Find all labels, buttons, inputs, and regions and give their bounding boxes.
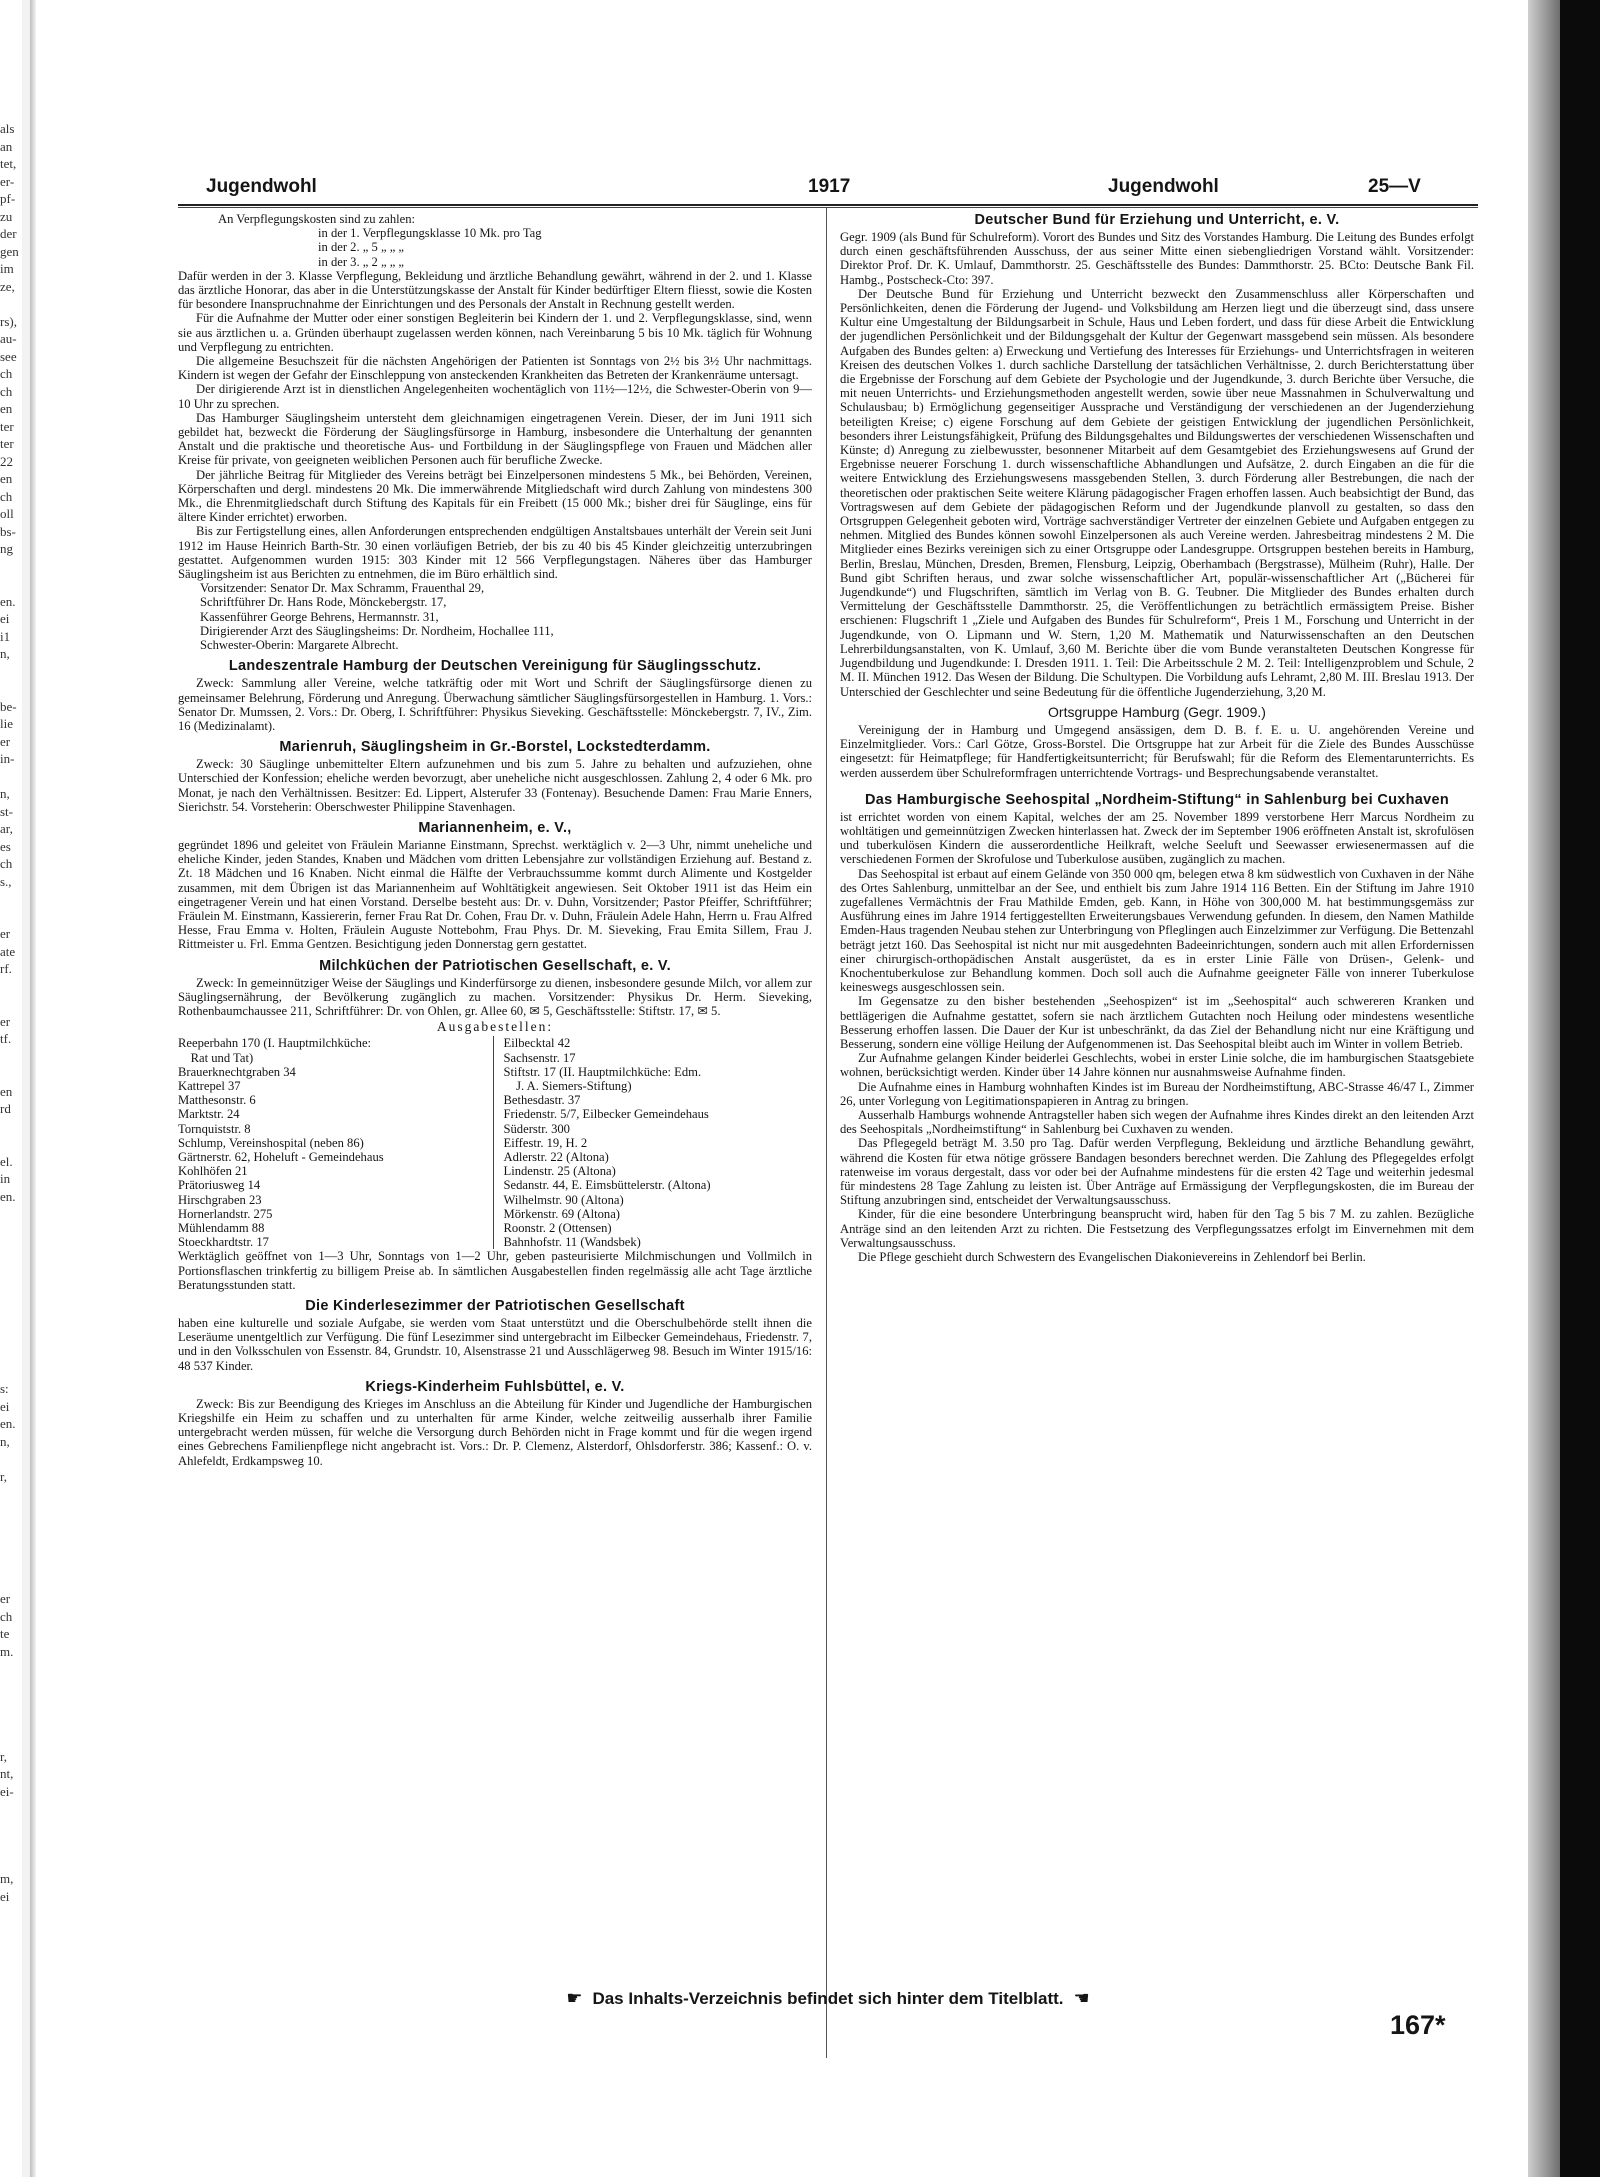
board-member: Kassenführer George Behrens, Hermannstr. 31, xyxy=(200,609,439,624)
edge-fragment: ch xyxy=(0,1608,13,1624)
edge-fragment xyxy=(0,575,18,593)
edge-fragment: en. xyxy=(0,1416,16,1431)
edge-fragment xyxy=(0,1503,18,1521)
edge-fragment: see xyxy=(0,348,17,364)
edge-fragment: en xyxy=(0,401,13,416)
distribution-point: Bethesdastr. 37 xyxy=(503,1093,581,1108)
edge-fragment: bs- xyxy=(0,523,16,539)
edge-fragment xyxy=(0,558,18,576)
edge-fragment: m, xyxy=(0,1871,14,1886)
distribution-point: Lindenstr. 25 (Altona) xyxy=(503,1164,616,1179)
cost-rate: in der 3. „ 2 „ „ „ xyxy=(318,254,405,269)
distribution-point: Hirschgraben 23 xyxy=(178,1192,262,1207)
paragraph: Zweck: 30 Säuglinge unbemittelter Eltern aufzunehmen und bis zum 5. Jahre zu behalten und aufzuziehen, ohne Unterschied der Konfession; eheliche werden bevorzugt, aber uneheliche nicht ausgeschlossen. Zahlung 2, 4 oder 6 Mk. pro Monat, je nach den Verhältnissen. Besitzer: Ed. Lippert, Alsterufer 33 (Fontenay). Besuchende Damen: Frau Marie Enners, Sierichstr. 54. Vorsteherin: Oberschwester Philippine Stavenhagen. xyxy=(178,757,812,814)
edge-fragment: te xyxy=(0,1626,10,1641)
edge-fragment: der xyxy=(0,226,17,241)
edge-fragment xyxy=(0,1730,18,1748)
paragraph: gegründet 1896 und geleitet von Fräulein Marianne Einstmann, Sprechst. werktäglich v. 2—3 Uhr, nimmt uneheliche und eheliche Kinder, jeden Standes, Knaben und Mädchen vom dritten Lebensjahre zur vollständigen Erziehung auf. Bestand z. Zt. 18 Mädchen und 16 Knaben. Nicht einmal die Hälfte der Verbrauchssumme kommt durch Alimente und Kostgelder zusammen, mit dem Übrigen ist das Mariannenheim auf Wohltätigkeit angewiesen. Seit Oktober 1911 ist das Heim ein eingetragener Verein und hat einen Vorstand. Derselbe besteht aus: Dr. v. Duhn, Vorsitzender; Pastor Pfeiffer, Schriftführer; Fräulein M. Einstmann, Kassiererin, ferner Frau Rat Dr. Cohen, Frau Dr. v. Duhn, Fräulein Adele Hahn, Herrn u. Frau Alfred Hesse, Frau Emma v. Holten, Fräulein Auguste Nottebohm, Frau Phys. Dr. M. Sieveking, Frau Emita Sillem, Frau J. Rittmeister u. Frl. Emma Gentzen. Besichtigung jeden Donnerstag gern gestattet. xyxy=(178,837,812,952)
edge-fragment: ch xyxy=(0,488,13,504)
pointing-hand-icon: ☛ xyxy=(566,1988,583,2009)
edge-fragment xyxy=(0,1835,18,1853)
edge-fragment: s: xyxy=(0,1381,9,1396)
edge-fragment xyxy=(0,1258,18,1276)
edge-fragment: n, xyxy=(0,1433,10,1449)
paragraph: Der Deutsche Bund für Erziehung und Unterricht bezweckt den Zusammenschluss aller Körperschaften und Persönlichkeiten, denen die Förderung der Jugend- und Volksbildung am Herzen liegt und die überzeugt sind, dass unsere Kultur eine Umgestaltung der Bildungsarbeit in Schule, Haus und Leben fordert, und dass für diese Arbeit die Entwicklung der jugendlichen Persönlichkeit und der Bildungsgehalt der Kultur der Gegenwart massgebend sein müssen. Als besondere Aufgaben des Bundes gelten: a) Erweckung und Vertiefung des Interesses für Erziehungs- und Unterrichtsfragen in weiteren Kreisen des deutschen Volkes 1. durch sachliche Darstellung der tatsächlichen Verhältnisse, 2. durch Berichterstattung über die Ergebnisse der Forschung auf dem Gebiete der Psychologie und der Jugendkunde, 3. durch Berichte über Versuche, die mit neuen Unterrichts- und Erziehungsmethoden angestellt werden, sowie über neue Massnahmen in Schulverwaltung und Schulausbau; b) Ermöglichung gegenseitiger Aussprache und Verständigung der verschiedenen an der Jugenderziehung beteiligten Kreise; c) eigene Forschung auf dem Gebiete der geistigen Entwicklung der jugendlichen Persönlichkeit, besonders ihrer Leistungsfähigkeit, Prüfung des Bildungsgehaltes und Bildungswertes der verschiedenen Wissenschaften und Künste; d) Anregung zu zielbewusster, besonnener Mitarbeit auf dem Gesamtgebiet des Erziehungswesens auf Grund der Ergebnisse neuerer Forschung 1. durch wissenschaftliche Abhandlungen und Aufsätze, 2. durch Eingaben an die für die weitere Entwicklung des Erziehungswesens massgebenden Stellen, 3. durch Förderung aller Bestrebungen, die nach der theoretischen oder praktischen Seite weitere Klärung pädagogischer Fragen erhoffen lassen. Auch beabsichtigt der Bund, das Vortragswesen auf dem Gebiete der pädagogischen Reform und der Jugendkunde planvoll zu gestalten, so dass den Ortsgruppen Gelegenheit geboten wird, Vorträge sachverständiger Vertreter der einzelnen Gebiete und Aufgaben entgegen zu nehmen. Mitglied des Bundes können sowohl Einzelpersonen als auch Vereine werden. Jahresbeitrag mindestens 2 M. Die Mitglieder eines Bezirks vereinigen sich zu einer Ortsgruppe oder Landesgruppe. Ortsgruppen bestehen bereits in Hamburg, Berlin, Breslau, München, Dresden, Bremen, Flensburg, Leipzig, Oberhambach (Bergstrasse), Mülheim (Ruhr), Halle. Der Bund gibt Schriften heraus, und zwar solche wissenschaftlicher Art, populär-wissenschaftlicher Art („Bücherei für Jugendkunde“) und Flugschriften, sämtlich im Verlag von B. G. Teubner. Die Mitglieder des Bundes erhalten durch Vermittelung der Geschäftsstelle Dammthorstr. 25, die Veröffentlichungen zu beträchtlich ermässigtem Preise. Bisher erschienen: Flugschrift 1 „Ziele und Aufgaben des Bundes für Schulreform“, Preis 1 M., Forschung und Unterricht in der Jugendkunde, von O. Lipmann und W. Stern, 1,20 M. Mathematik und Naturwissenschaften an den Deutschen Lehrerbildungsanstalten, von K. Umlauf, 3,60 M. Berichte über die vom Bunde veranstalteten Deutschen Kongresse für Jugendbildung und Jugendkunde: I. Dresden 1911. 1. Teil: Die Arbeitsschule 2 M. 2. Teil: Intelligenzproblem und Schule, 2 M. II. München 1912. Das Wesen der Bildung. Die Schultypen. Die Vorbildung aufs Lehramt, 2,80 M. III. Breslau 1913. Der Unterschied der Geschlechter und seine Bedeutung für die öffentliche Jugenderziehung, 3,20 M. xyxy=(840,286,1474,699)
edge-fragment: an xyxy=(0,138,13,154)
edge-fragment xyxy=(0,1450,18,1468)
distribution-point: Mörkenstr. 69 (Altona) xyxy=(503,1206,620,1221)
edge-fragment: ei xyxy=(0,611,10,626)
distribution-point: J. A. Siemers-Stiftung) xyxy=(503,1078,632,1093)
cost-rate: in der 2. „ 5 „ „ „ xyxy=(318,240,405,255)
edge-fragment xyxy=(0,1345,18,1363)
edge-fragment xyxy=(0,1205,18,1223)
distribution-point: Gärtnerstr. 62, Hoheluft - Gemeindehaus xyxy=(178,1149,384,1164)
edge-fragment: be- xyxy=(0,698,17,714)
section-heading: Landeszentrale Hamburg der Deutschen Vereinigung für Säuglingsschutz. xyxy=(228,658,762,675)
distribution-point: Marktstr. 24 xyxy=(178,1107,240,1122)
scan-background xyxy=(1560,0,1600,2177)
distribution-point: Kohlhöfen 21 xyxy=(178,1164,248,1179)
paragraph: Das Seehospital ist erbaut auf einem Gelände von 350 000 qm, belegen etwa 8 km südwestlich von Cuxhaven in der Nähe des Ortes Sahlenburg, unmittelbar an der See, und enthielt bis zum Jahre 1914 116 Betten. Ein der Stiftung im Jahre 1910 zugefallenes Vermächtnis der Frau Mathilde Emden, geb. Kann, in Höhe von 300,000 M. hat bestimmungsgemäss zur Ausführung eines im Jahre 1914 fertiggestellten Erweiterungsbaues Verwendung gefunden. In diesem, den Namen Mathilde Emden-Haus tragenden Neubau stehen zur Unterbringung von Pfleglingen auch Einzelzimmer zur Verfügung. Die Bettenzahl beträgt jetzt 160. Das Seehospital ist nicht nur mit ausgedehnten Badeeinrichtungen, sondern auch mit allen Erfordernissen einer chirurgisch-orthopädischen Anstalt ausgerüstet, da es in erster Linie Fälle von Drüsen-, Gelenk- und Knochentuberkulose zur Behandlung kommen. Doch soll auch die Aufnahme geeigneter Fälle von innerer Tuberkulose keineswegs ausgeschlossen sein. xyxy=(840,866,1474,995)
section-heading: Milchküchen der Patriotischen Gesellschaft, e. V. xyxy=(319,957,671,974)
distribution-point: Roonstr. 2 (Ottensen) xyxy=(503,1221,612,1235)
section-heading: Kriegs-Kinderheim Fuhlsbüttel, e. V. xyxy=(365,1378,625,1395)
edge-fragment xyxy=(0,908,18,926)
header-right-title: Jugendwohl xyxy=(1108,176,1219,197)
edge-fragment: rs), xyxy=(0,313,17,329)
distribution-point: Stoeckhardtstr. 17 xyxy=(178,1235,269,1250)
page-number: 167* xyxy=(1390,2010,1446,2040)
edge-fragment: n, xyxy=(0,646,10,661)
distribution-point: Reeperbahn 170 (I. Hauptmilchküche: xyxy=(178,1036,372,1051)
cost-rate: in der 1. Verpflegungsklasse 10 Mk. pro Tag xyxy=(318,226,542,241)
paragraph: Dafür werden in der 3. Klasse Verpflegung, Bekleidung und ärztliche Behandlung gewährt, während in der 2. und 1. Klasse das ärztliche Honorar, das aber in die Unterstützungskasse der Anstalt für Kinder bedürftiger Eltern fliesst, sowie die Kosten für besondere Inanspruchnahme der Einrichtungen und des Personals der Anstalt in Rechnung gestellt werden. xyxy=(178,268,812,312)
edge-fragment: ter xyxy=(0,436,14,451)
paragraph: Werktäglich geöffnet von 1—3 Uhr, Sonntags von 1—2 Uhr, geben pasteurisierte Milchmischungen und Vollmilch in Portionsflaschen trinkfertig zu billigem Preise ab. In sämtlichen Ausgabestellen finden regelmässig alle acht Tage ärztliche Beratungsstunden statt. xyxy=(178,1249,812,1292)
paragraph: Bis zur Fertigstellung eines, allen Anforderungen entsprechenden endgültigen Anstaltsbaues unterhält der Verein seit Juni 1912 im Hause Heinrich Barth-Str. 30 einen vorläufigen Betrieb, der bis zu 40 bis 45 Kinder gleichzeitig unterzubringen gestattet. Aufgenommen wurden 1915: 303 Kinder mit 12 566 Verpflegungstagen. Näheres über das Hamburger Säuglingsheim ist aus Berichten zu entnehmen, die im Büro erhältlich sind. xyxy=(178,524,812,582)
edge-fragment: au- xyxy=(0,331,17,346)
edge-fragment: ter xyxy=(0,418,14,434)
distribution-points-title: Ausgabestellen: xyxy=(436,1019,554,1035)
right-column xyxy=(840,212,1474,1264)
distribution-point: Mühlendamm 88 xyxy=(178,1221,265,1235)
distribution-column-b xyxy=(504,1036,813,1249)
edge-fragment xyxy=(0,1223,18,1241)
distribution-point: Rat und Tat) xyxy=(178,1050,254,1065)
header-page-marker: 25—V xyxy=(1368,176,1421,197)
section-heading: Mariannenheim, e. V., xyxy=(418,819,572,836)
edge-fragment xyxy=(0,1240,18,1258)
page-fold-shadow xyxy=(30,0,36,2177)
edge-fragment: tet, xyxy=(0,156,17,171)
distribution-points-list xyxy=(178,1036,812,1249)
edge-fragment xyxy=(0,1118,18,1136)
edge-fragment: in xyxy=(0,1171,11,1186)
edge-fragment: er xyxy=(0,733,11,749)
edge-fragment: ei- xyxy=(0,1783,14,1799)
edge-fragment: ch xyxy=(0,856,13,871)
paragraph: Ausserhalb Hamburgs wohnende Antragsteller haben sich wegen der Aufnahme ihres Kindes direkt an den leitenden Arzt des Seehospitals „Nordheimstiftung“ in Sahlenburg bei Cuxhaven zu wenden. xyxy=(840,1107,1474,1137)
edge-fragment: er xyxy=(0,1013,11,1029)
cost-intro: An Verpflegungskosten sind zu zahlen: xyxy=(218,212,416,226)
edge-fragment: i1 xyxy=(0,628,11,644)
distribution-point: Süderstr. 300 xyxy=(503,1121,570,1136)
edge-fragment: el. xyxy=(0,1153,13,1169)
edge-fragment: zu xyxy=(0,208,13,224)
board-member: Dirigierender Arzt des Säuglingsheims: Dr. Nordheim, Hochallee 111, xyxy=(200,623,554,638)
pointing-hand-left-icon: ☚ xyxy=(1073,1988,1090,2009)
edge-fragment xyxy=(0,1485,18,1503)
distribution-point: Friedenstr. 5/7, Eilbecker Gemeindehaus xyxy=(503,1107,709,1122)
board-member: Schriftführer Dr. Hans Rode, Mönckebergstr. 17, xyxy=(200,595,447,610)
page-edge-shadow xyxy=(1528,0,1560,2177)
distribution-point: Matthesonstr. 6 xyxy=(178,1093,256,1108)
edge-fragment xyxy=(0,295,18,313)
edge-fragment xyxy=(0,1328,18,1346)
board-member: Schwester-Oberin: Margarete Albrecht. xyxy=(200,638,399,653)
document-page xyxy=(178,160,1478,2130)
running-header xyxy=(178,176,1478,202)
previous-page-edge-text xyxy=(0,120,19,1904)
edge-fragment xyxy=(0,1520,18,1538)
header-rule-thin xyxy=(178,207,1478,208)
edge-fragment xyxy=(0,890,18,908)
distribution-point: Sachsenstr. 17 xyxy=(503,1050,576,1065)
edge-fragment xyxy=(0,1363,18,1381)
paragraph: Die Aufnahme eines in Hamburg wohnhaften Kindes ist im Bureau der Nordheimstiftung, ABC-Strasse 46/47 I., Zimmer 26, unter Vorlegung von Legitimationspapieren in Antrag zu bringen. xyxy=(840,1079,1474,1108)
edge-fragment: er xyxy=(0,926,11,941)
edge-fragment: en. xyxy=(0,593,16,609)
edge-fragment xyxy=(0,1275,18,1293)
edge-fragment: oll xyxy=(0,506,14,521)
header-rule xyxy=(178,204,1478,206)
edge-fragment xyxy=(0,1135,18,1153)
paragraph: Das Pflegegeld beträgt M. 3.50 pro Tag. Dafür werden Verpflegung, Bekleidung und ärztliche Behandlung gewährt, während die Kosten für etwa nötige grössere Bandagen besonders berechnet werden. Die Zahlung des Pflegegeldes erfolgt ratenweise im voraus dergestalt, dass vor oder bei der Aufnahme mindestens für die ersten 42 Tage und weiterhin jedesmal für mindestens 28 Tage Zahlung zu leisten ist. Über Anträge auf Ermässigung der Verpflegungskosten, die im Bureau der Stiftung anzubringen sind, entscheidet der Verwaltungsausschuss. xyxy=(840,1136,1474,1208)
edge-fragment: ch xyxy=(0,366,13,381)
paragraph: Der jährliche Beitrag für Mitglieder des Vereins beträgt bei Einzelpersonen mindestens 5 Mk., bei Behörden, Vereinen, Körperschaften und dergl. mindestens 20 Mk. Die immerwährende Mitgliedschaft wird durch Zahlung von mindestens 300 Mk., die Ehrenmitgliedschaft durch Stiftung des Kapitals für ein Freibett (15 000 Mk.; bisher drei für Säuglinge, eins für ältere Kinder errichtet) erworben. xyxy=(178,467,812,525)
edge-fragment: r, xyxy=(0,1748,8,1764)
distribution-point: Bahnhofstr. 11 (Wandsbek) xyxy=(503,1235,641,1250)
edge-fragment xyxy=(0,1310,18,1328)
footer-text: Das Inhalts-Verzeichnis befindet sich hinter dem Titelblatt. xyxy=(592,1989,1064,2008)
edge-fragment: er xyxy=(0,1591,11,1606)
distribution-point: Prätoriusweg 14 xyxy=(178,1178,261,1193)
left-column xyxy=(178,212,812,1468)
paragraph: Die allgemeine Besuchszeit für die nächsten Angehörigen der Patienten ist Sonntags von 2½ bis 3½ Uhr nachmittags. Kindern ist wegen der Gefahr der Einschleppung von ansteckenden Krankheiten das Betreten der Krankenräume untersagt. xyxy=(178,354,812,383)
edge-fragment: en xyxy=(0,1083,13,1099)
edge-fragment xyxy=(0,1695,18,1713)
paragraph: Vereinigung der in Hamburg und Umgegend ansässigen, dem D. B. f. E. u. U. angehörenden Vereine und Einzelmitglieder. Vors.: Carl Götze, Gross-Borstel. Die Ortsgruppe hat zur Arbeit für die Ziele des Bundes Ausschüsse eingesetzt: für Heimatpflege; für Handfertigkeitsunterricht; für Berufswahl; für die Reform des Elementarunterrichts. Es werden ausserdem über Schulreformfragen unterrichtende Vortrags- und Besprechungsabende veranstaltet. xyxy=(840,722,1474,780)
paragraph: Zweck: Bis zur Beendigung des Krieges im Anschluss an die Abteilung für Kinder und Jugendliche der Hamburgischen Kriegshilfe ein Heim zu schaffen und zu unterhalten für arme Kinder, welche zeitweilig ausserhalb ihrer Familie untergebracht werden müssen, für welche die Versorgung durch Behörden nicht in Frage kommt und für die wegen irgend eines Gebrechens Familienpflege nicht angebracht ist. Vors.: Dr. P. Clemenz, Alsterdorf, Ohlsdorferstr. 386; Kassenf.: O. v. Ahlefeldt, Erdkampsweg 10. xyxy=(178,1396,812,1468)
edge-fragment: ze, xyxy=(0,278,15,294)
edge-fragment: s., xyxy=(0,873,12,889)
edge-fragment xyxy=(0,1555,18,1573)
edge-fragment: en xyxy=(0,471,13,486)
edge-fragment xyxy=(0,663,18,681)
distribution-point: Kattrepel 37 xyxy=(178,1078,241,1093)
paragraph: ist errichtet worden von einem Kapital, welches der am 25. November 1899 verstorbene Herr Marcus Nordheim zu wohltätigen und gemeinnützigen Zwecken hinterlassen hat. Zweck der im September 1906 eröffneten Anstalt ist, skrofulösen und tuberkulösen Kindern die ausserordentliche Heilkraft, welche Seeluft und Seewasser erwiesenermassen auf die verschiedenen Formen der Skrofulose und Tuberkulose ausüben, zugänglich zu machen. xyxy=(840,809,1474,867)
edge-fragment xyxy=(0,1065,18,1083)
edge-fragment: ei xyxy=(0,1398,10,1414)
paragraph: haben eine kulturelle und soziale Aufgabe, sie werden vom Staat unterstützt und die Oberschulbehörde stellt ihnen die Leseräume unentgeltlich zur Verfügung. Die fünf Lesezimmer sind untergebracht im Eilbecker Gemeindehaus, Friedenstr. 7, und in den Volksschulen von Essenstr. 84, Grundstr. 10, Alsenstrasse 21 und Ausschlägerweg 98. Besuch im Winter 1915/16: 48 537 Kinder. xyxy=(178,1316,812,1373)
edge-fragment: ng xyxy=(0,541,13,556)
distribution-point: Eiffestr. 19, H. 2 xyxy=(503,1135,588,1150)
edge-fragment: ate xyxy=(0,943,16,959)
edge-fragment xyxy=(0,978,18,996)
edge-fragment: n, xyxy=(0,786,10,801)
edge-fragment: st- xyxy=(0,803,13,819)
edge-fragment xyxy=(0,1048,18,1066)
section-heading: Das Hamburgische Seehospital „Nordheim-Stiftung“ in Sahlenburg bei Cuxhaven xyxy=(864,791,1450,808)
header-left-title: Jugendwohl xyxy=(206,176,317,197)
edge-fragment xyxy=(0,1293,18,1311)
header-year: 1917 xyxy=(808,176,851,197)
edge-fragment: en. xyxy=(0,1188,16,1204)
board-member: Vorsitzender: Senator Dr. Max Schramm, Frauenthal 29, xyxy=(200,581,485,596)
distribution-point: Hornerlandstr. 275 xyxy=(178,1206,273,1221)
edge-fragment xyxy=(0,995,18,1013)
section-heading: Die Kinderlesezimmer der Patriotischen Gesellschaft xyxy=(305,1298,685,1315)
paragraph: Kinder, für die eine besondere Unterbringung beansprucht wird, haben für den Tag 5 bis 7 M. zu zahlen. Bezügliche Anträge sind an den leitenden Arzt zu richten. Die Festsetzung des Verpflegungssatzes erfolgt im Einvernehmen mit dem Verwaltungsausschuss. xyxy=(840,1207,1474,1250)
distribution-point: Sedanstr. 44, E. Eimsbüttelerstr. (Altona) xyxy=(503,1178,711,1193)
edge-fragment: in- xyxy=(0,751,15,766)
distribution-column-a xyxy=(178,1036,494,1249)
edge-fragment: rf. xyxy=(0,961,12,976)
column-divider xyxy=(826,208,827,2058)
edge-fragment xyxy=(0,1818,18,1836)
distribution-point: Brauerknechtgraben 34 xyxy=(178,1064,296,1079)
footer-note xyxy=(178,1988,1478,2016)
distribution-point: Eilbecktal 42 xyxy=(503,1036,571,1051)
edge-fragment: gen xyxy=(0,243,19,259)
edge-fragment xyxy=(0,1713,18,1731)
edge-fragment xyxy=(0,1660,18,1678)
distribution-point: Tornquiststr. 8 xyxy=(178,1121,251,1136)
distribution-point: Stiftstr. 17 (II. Hauptmilchküche: Edm. xyxy=(503,1064,702,1079)
edge-fragment: ch xyxy=(0,383,13,399)
paragraph: Das Hamburger Säuglingsheim untersteht dem gleichnamigen eingetragenen Verein. Dieser, der im Juni 1911 sich gebildet hat, bezweckt die Förderung der Säuglingsfürsorge in Hamburg, insbesondere die Unterhaltung der genannten Anstalt und die praktische und theoretische Aus- und Fortbildung in der Säuglingspflege von Frauen und Mädchen aller Kreise für private, von geeigneten weiblichen Personen auch für berufliche Zwecke. xyxy=(178,410,812,468)
paragraph: Zweck: Sammlung aller Vereine, welche tatkräftig oder mit Wort und Schrift der Säuglingsfürsorge dienen zu gemeinsamer Belehrung, Förderung und Anregung. Überwachung sämtlicher Säuglingsfürsorgestellen in Hamburg. 1. Vors.: Senator Dr. Mumssen, 2. Vors.: Dr. Oberg, I. Schriftführer: Physikus Sieveking. Geschäftsstelle: Mönckebergstr. 7, IV., Zim. 16 (Medizinalamt). xyxy=(178,676,812,733)
edge-fragment xyxy=(0,1800,18,1818)
edge-fragment: ei xyxy=(0,1888,10,1904)
edge-fragment: ar, xyxy=(0,821,13,836)
edge-fragment: es xyxy=(0,838,11,854)
edge-fragment: als xyxy=(0,121,15,136)
edge-fragment: im xyxy=(0,261,14,276)
edge-fragment xyxy=(0,1853,18,1871)
edge-fragment: 22 xyxy=(0,453,13,469)
edge-fragment xyxy=(0,1678,18,1696)
edge-fragment: m. xyxy=(0,1643,14,1659)
edge-fragment xyxy=(0,1905,18,1923)
edge-fragment xyxy=(0,1538,18,1556)
edge-fragment: tf. xyxy=(0,1031,12,1046)
paragraph: Für die Aufnahme der Mutter oder einer sonstigen Begleiterin bei Kindern der 1. und 2. Verpflegungsklasse, sind, wenn sie aus ärztlichen u. a. Gründen überhaupt zugelassen werden können, nach Vereinbarung 5 bis 10 Mk. täglich für Wohnung und Verpflegung zu entrichten. xyxy=(178,311,812,354)
distribution-point: Adlerstr. 22 (Altona) xyxy=(503,1149,609,1164)
edge-fragment xyxy=(0,1573,18,1591)
paragraph: Zweck: In gemeinnütziger Weise der Säuglings und Kinderfürsorge zu dienen, insbesondere gesunde Milch, vor allem zur Säuglingsernährung, der Bevölkerung zugänglich zu machen. Vorsitzender: Physikus Dr. Herm. Sieveking, Rothenbaumchaussee 211, Schriftführer: Dr. von Ohlen, gr. Allee 60, ✉ 5, Geschäftsstelle: Stiftstr. 17, ✉ 5. xyxy=(178,975,812,1018)
distribution-point: Schlump, Vereinshospital (neben 86) xyxy=(178,1135,364,1150)
edge-fragment: er- xyxy=(0,173,15,189)
paragraph: Der dirigierende Arzt ist in dienstlichen Angelegenheiten wochentäglich von 11½—12½, die Schwester-Oberin von 9—10 Uhr zu sprechen. xyxy=(178,382,812,411)
paragraph: Die Pflege geschieht durch Schwestern des Evangelischen Diakonievereins in Zehlendorf bei Berlin. xyxy=(858,1250,1366,1265)
paragraph: Zur Aufnahme gelangen Kinder beiderlei Geschlechts, wobei in erster Linie solche, die im hamburgischen Staatsgebiete wohnen, berücksichtigt werden. Kinder über 14 Jahre können nur ausnahmsweise Aufnahme finden. xyxy=(840,1051,1474,1080)
edge-fragment: r, xyxy=(0,1468,8,1484)
edge-fragment xyxy=(0,768,18,786)
paragraph: Im Gegensatze zu den bisher bestehenden „Seehospizen“ ist im „Seehospital“ auch schwereren Kranken und bettlägerigen die Aufnahme gestattet, sofern sie nach ärztlichem Gutachten noch Heilung oder mindestens wesentliche Besserung erhoffen lassen. Die Dauer der Kur ist unbeschränkt, da das Ziel der Behandlung nicht nur eine Kräftigung und Besserung, sondern eine völlige Heilung der Aufgenommenen ist. Das Seehospital bleibt auch im Winter in vollem Betrieb. xyxy=(840,994,1474,1051)
paragraph: Gegr. 1909 (als Bund für Schulreform). Vorort des Bundes und Sitz des Vorstandes Hamburg. Die Leitung des Bundes erfolgt durch einen geschäftsführenden Ausschuss, der aus seiner Mitte einen siebengliedrigen Vorstand wählt. Vorsitzender: Direktor Prof. Dr. K. Umlauf, Dammthorstr. 25. Geschäftsstelle des Bundes: Dammthorstr. 25. BCto: Deutsche Bank Fil. Hambg., Postscheck-Cto: 397. xyxy=(840,230,1474,287)
edge-fragment: lie xyxy=(0,716,13,731)
edge-fragment: pf- xyxy=(0,191,16,206)
section-heading: Deutscher Bund für Erziehung und Unterricht, e. V. xyxy=(974,212,1340,228)
distribution-point: Wilhelmstr. 90 (Altona) xyxy=(503,1192,624,1207)
subsection-heading: Ortsgruppe Hamburg (Gegr. 1909.) xyxy=(1048,703,1266,720)
section-heading: Marienruh, Säuglingsheim in Gr.-Borstel, Lockstedterdamm. xyxy=(279,739,711,756)
edge-fragment: nt, xyxy=(0,1766,14,1781)
edge-fragment xyxy=(0,680,18,698)
edge-fragment: rd xyxy=(0,1101,11,1116)
